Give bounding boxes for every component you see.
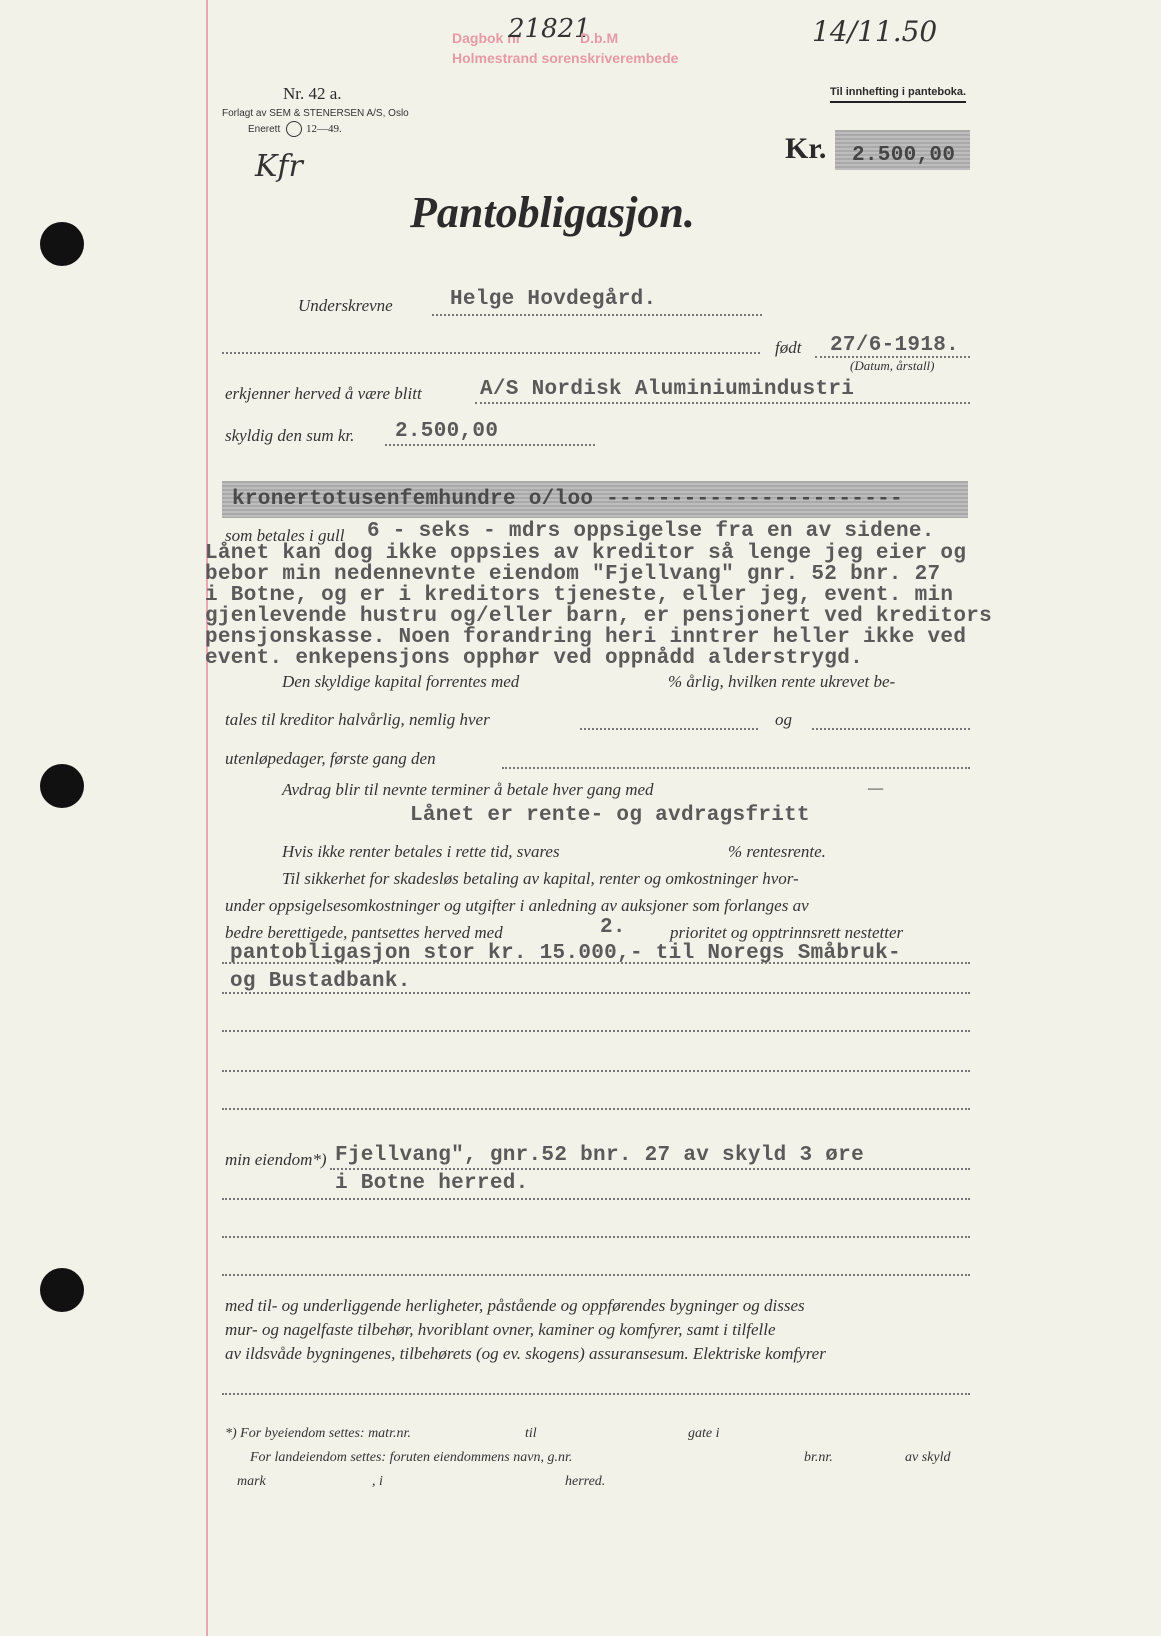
footnote-city: *) For byeiendom settes: matr.nr. (225, 1426, 411, 1441)
dotted-fill-line (502, 767, 970, 769)
born-value: 27/6-1918. (830, 334, 960, 357)
dotted-fill-line (222, 1236, 970, 1238)
sum-value: 2.500,00 (395, 420, 499, 443)
property-line: Fjellvang", gnr.52 bnr. 27 av skyld 3 øre (335, 1144, 864, 1167)
dotted-fill-line (580, 728, 758, 730)
undersigned-value: Helge Hovdegård. (450, 288, 657, 311)
form-number: Nr. 42 a. (283, 84, 342, 103)
priority-value: 2. (600, 916, 626, 939)
handwritten-date: 14/11.50 (812, 15, 938, 48)
installment-label: Avdrag blir til nevnte terminer å betale hver gang med (282, 780, 654, 799)
dotted-fill-line (222, 1274, 970, 1276)
terms-line: gjenlevende hustru og/eller barn, er pensjonert ved kreditors (205, 605, 993, 628)
dotted-fill-line (222, 1070, 970, 1072)
creditor-label: erkjenner herved å være blitt (225, 384, 422, 403)
sum-label: skyldig den sum kr. (225, 426, 355, 445)
dotted-fill-line (385, 444, 595, 446)
payment-value: 6 - seks - mdrs oppsigelse fra en av sidene. (367, 520, 935, 543)
footnote-i: , i (372, 1474, 383, 1489)
terms-line: pensjonskasse. Noen forandring heri inntrer heller ikke ved (205, 626, 967, 649)
filing-note: Til innhefting i panteboka. (830, 86, 966, 103)
interest-text: Den skyldige kapital forrentes med (282, 672, 520, 691)
stamp-office: Holmestrand sorenskriverembede (452, 50, 679, 66)
amount-label: Kr. (785, 132, 827, 165)
closing-line: mur- og nagelfaste tilbehør, hvoriblant ovner, kaminer og komfyrer, samt i tilfelle (225, 1320, 776, 1339)
born-hint: (Datum, årstall) (850, 358, 935, 373)
terms-line: bebor min nedennevnte eiendom "Fjellvang" gnr. 52 bnr. 27 (205, 563, 941, 586)
punch-hole (40, 764, 84, 808)
property-line: i Botne herred. (335, 1172, 529, 1195)
property-label: min eiendom*) (225, 1150, 327, 1169)
footnote-mark: mark (237, 1474, 266, 1489)
stamp-dbm: D.b.M (580, 30, 619, 46)
installment-value: Lånet er rente- og avdragsfritt (410, 804, 810, 827)
priority-line: pantobligasjon stor kr. 15.000,- til Noregs Småbruk- (230, 942, 901, 965)
edition: 12—49. (306, 123, 342, 135)
footnote-rural: For landeiendom settes: foruten eiendommens navn, g.nr. (250, 1450, 573, 1465)
dotted-fill-line (475, 402, 970, 404)
dotted-fill-line (330, 1168, 970, 1170)
punch-hole (40, 222, 84, 266)
halfyear-and: og (775, 710, 792, 729)
terms-line: event. enkepensjons opphør ved oppnådd alderstrygd. (205, 647, 864, 670)
security-line: under oppsigelsesomkostninger og utgifter i anledning av auksjoner som forlanges av (225, 896, 809, 915)
security-line: Til sikkerhet for skadesløs betaling av kapital, renter og omkostninger hvor- (282, 869, 799, 888)
sum-words: kronertotusenfemhundre o/loo ----------------------- (232, 488, 903, 511)
halfyear-label: tales til kreditor halvårlig, nemlig hver (225, 710, 490, 729)
closing-line: av ildsvåde bygningenes, tilbehørets (og ev. skogens) assuransesum. Elektriske komfyrer (225, 1344, 826, 1363)
priority-line: og Bustadbank. (230, 970, 411, 993)
handwritten-initials: Kfr (255, 149, 303, 184)
footnote-rural-brnr: br.nr. (804, 1450, 833, 1465)
undersigned-label: Underskrevne (298, 296, 393, 315)
handwritten-dagbok-number: 21821 (508, 14, 591, 44)
payment-label: som betales i gull (225, 526, 345, 545)
terms-line: i Botne, og er i kreditors tjeneste, eller jeg, event. min (205, 584, 954, 607)
footnote-herred: herred. (565, 1474, 606, 1489)
priority-label: bedre berettigede, pantsettes herved med (225, 923, 503, 942)
creditor-value: A/S Nordisk Aluminiumindustri (480, 378, 855, 401)
born-label: født (775, 338, 802, 357)
terms-line: Lånet kan dog ikke oppsies av kreditor så lenge jeg eier og (205, 542, 967, 565)
footnote-city-til: til (525, 1426, 537, 1441)
punch-hole (40, 1268, 84, 1312)
dotted-fill-line (222, 1030, 970, 1032)
dotted-fill-line (432, 314, 762, 316)
publisher: Forlagt av SEM & STENERSEN A/S, Oslo (222, 108, 409, 119)
closing-line: med til- og underliggende herligheter, påstående og oppførendes bygninger og disses (225, 1296, 805, 1315)
priority-label-2: prioritet og opptrinnsrett nestetter (670, 923, 904, 942)
interest-text-2: % årlig, hvilken rente ukrevet be- (668, 672, 896, 691)
installment-dash: — (868, 778, 884, 797)
page-title: Pantobligasjon. (410, 188, 695, 237)
amount-value: 2.500,00 (852, 144, 956, 167)
dotted-fill-line (222, 1198, 970, 1200)
footnote-city-gate: gate i (688, 1426, 720, 1441)
footnote-rural-skyld: av skyld (905, 1450, 951, 1465)
margin-line (206, 0, 208, 1636)
stamp-dagbok: Dagbok nr (452, 30, 522, 46)
publisher-logo (286, 121, 302, 137)
dotted-fill-line (812, 728, 970, 730)
copyright: Enerett (248, 124, 281, 135)
late-interest-2: % rentesrente. (728, 842, 826, 861)
dotted-fill-line (222, 1393, 970, 1395)
first-due-label: utenløpedager, første gang den (225, 749, 436, 768)
dotted-fill-line (222, 1108, 970, 1110)
late-interest: Hvis ikke renter betales i rette tid, svares (282, 842, 560, 861)
dotted-fill-line (222, 352, 760, 354)
